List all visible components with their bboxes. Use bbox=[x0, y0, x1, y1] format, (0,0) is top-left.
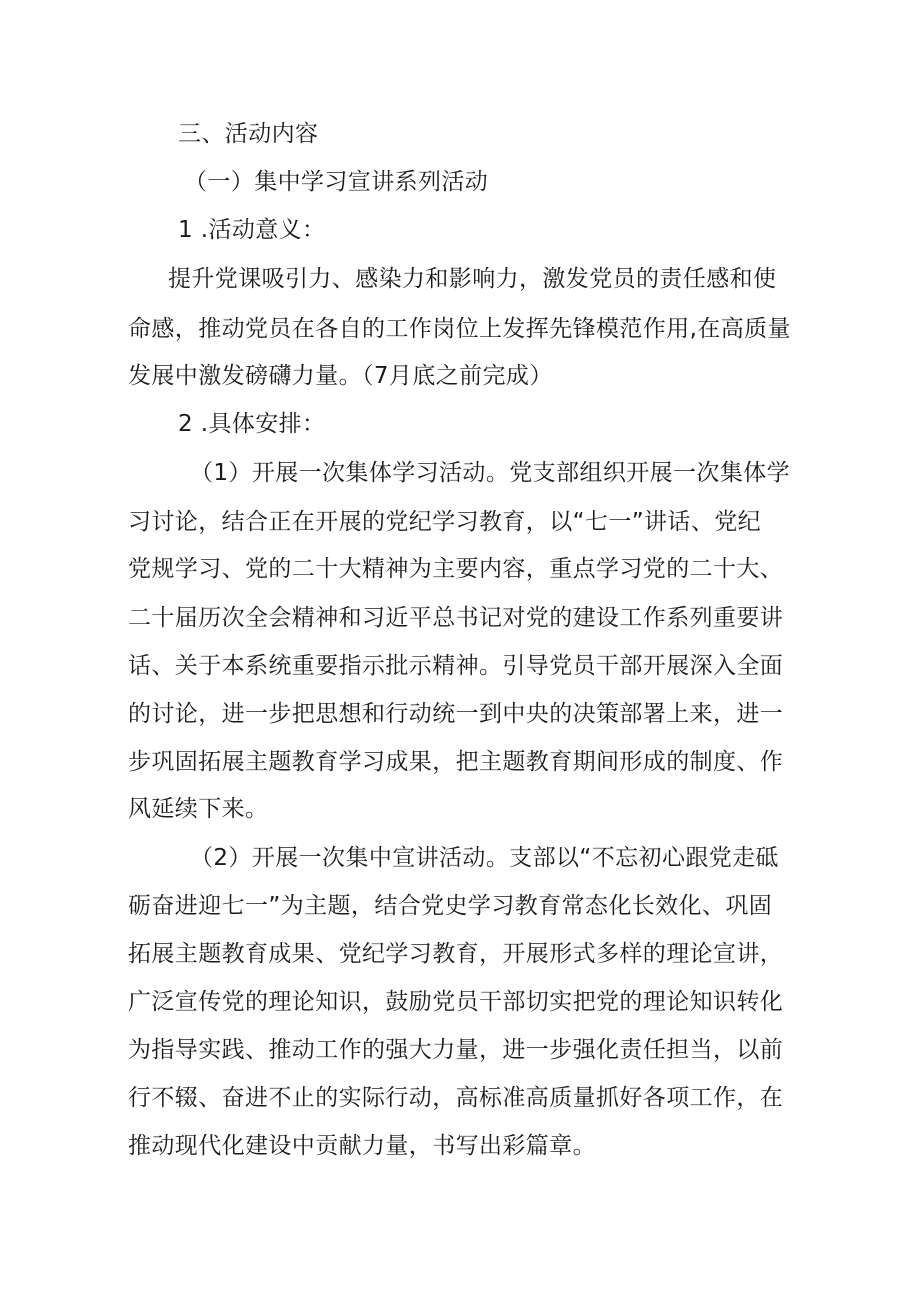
paragraph-line: 命感，推动党员在各自的工作岗位上发挥先锋模范作用,在高质量 bbox=[128, 316, 791, 342]
section-heading: 三、活动内容 bbox=[178, 121, 319, 147]
paragraph-line: 习讨论，结合正在开展的党纪学习教育，以“七一”讲话、党纪 bbox=[128, 509, 762, 535]
paragraph-line: 二十届历次全会精神和习近平总书记对党的建设工作系列重要讲 bbox=[128, 605, 784, 631]
paragraph-line: 党规学习、党的二十大精神为主要内容，重点学习党的二十大、 bbox=[128, 556, 784, 582]
paragraph-line: 拓展主题教育成果、党纪学习教育，开展形式多样的理论宣讲， bbox=[128, 941, 784, 967]
paragraph-line: 发展中激发磅礴力量。（7月底之前完成） bbox=[128, 363, 553, 389]
paragraph-line: 推动现代化建设中贡献力量，书写出彩篇章。 bbox=[128, 1133, 596, 1159]
paragraph-line: 广泛宣传党的理论知识，鼓励党员干部切实把党的理论知识转化 bbox=[128, 989, 784, 1015]
paragraph-line: （2）开展一次集中宣讲活动。支部以“不忘初心跟党走砥 bbox=[190, 845, 779, 871]
paragraph-line: 行不辍、奋进不止的实际行动，高标准高质量抓好各项工作，在 bbox=[128, 1085, 784, 1111]
paragraph-line: （1）开展一次集体学习活动。党支部组织开展一次集体学 bbox=[190, 460, 791, 486]
paragraph-line: 风延续下来。 bbox=[128, 796, 269, 822]
paragraph-line: 提升党课吸引力、感染力和影响力，激发党员的责任感和使 bbox=[168, 266, 777, 292]
item-1-label: 1 .活动意义： bbox=[178, 217, 326, 243]
paragraph-line: 为指导实践、推动工作的强大力量，进一步强化责任担当，以前 bbox=[128, 1037, 784, 1063]
paragraph-line: 砺奋进迎七一”为主题，结合党史学习教育常态化长效化、巩固 bbox=[128, 893, 773, 919]
subsection-heading: （一）集中学习宣讲系列活动 bbox=[184, 169, 489, 195]
item-2-label: 2 .具体安排： bbox=[178, 411, 326, 437]
paragraph-line: 的讨论，进一步把思想和行动统一到中央的决策部署上来，进一 bbox=[128, 701, 784, 727]
paragraph-line: 步巩固拓展主题教育学习成果，把主题教育期间形成的制度、作 bbox=[128, 749, 784, 775]
paragraph-line: 话、关于本系统重要指示批示精神。引导党员干部开展深入全面 bbox=[128, 653, 784, 679]
